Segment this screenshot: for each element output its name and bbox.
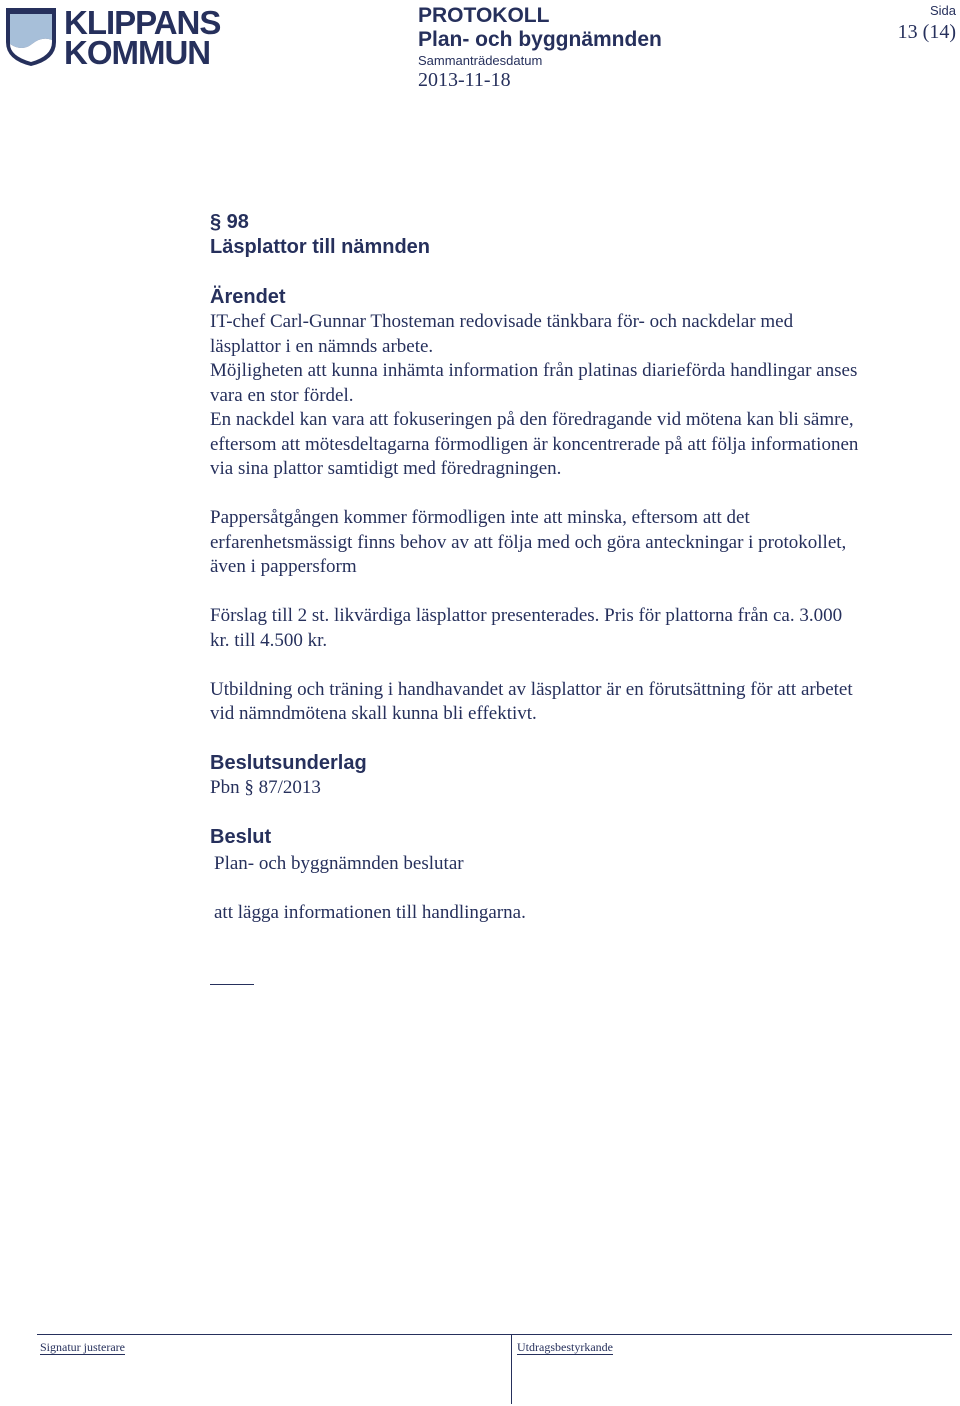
arendet-paragraph-4: Utbildning och träning i handhavandet av läsplattor är en förutsättning för att arbetet vid nämndmötena skall kunna bli effektivt. — [210, 678, 853, 724]
beslut-intro: Plan- och byggnämnden beslutar — [214, 853, 464, 874]
utdragsbestyrkande-label: Utdragsbestyrkande — [517, 1340, 613, 1354]
arendet-paragraph-2: Pappersåtgången kommer förmodligen inte att minska, eftersom att det erfarenhetsmässigt finns behov av att följa med och göra anteckningar i protokollet, även i pappersform — [210, 507, 847, 577]
beslut-heading: Beslut — [210, 826, 272, 848]
meeting-date: 2013-11-18 — [418, 69, 511, 91]
beslutsunderlag-heading: Beslutsunderlag — [210, 752, 367, 774]
arendet-heading: Ärendet — [210, 286, 286, 308]
logo-text-klippans: KLIPPANS — [64, 4, 221, 41]
footer-divider — [511, 1334, 512, 1404]
protocol-section — [210, 210, 945, 926]
signature-justerare-label: Signatur justerare — [40, 1340, 125, 1354]
committee-name: Plan- och byggnämnden — [418, 28, 662, 51]
section-end-line — [210, 984, 254, 985]
page-label: Sida — [929, 3, 956, 18]
logo-emblem-icon — [2, 2, 62, 68]
arendet-paragraph-3: Förslag till 2 st. likvärdiga läsplattor presenterades. Pris för plattorna från ca. 3.000 kr. till 4.500 kr. — [210, 605, 843, 651]
document-type: PROTOKOLL — [418, 4, 550, 27]
beslut-decision: att lägga informationen till handlingarna. — [214, 902, 526, 923]
arendet-paragraph-1: IT-chef Carl-Gunnar Thosteman redovisade tänkbara för- och nackdelar med läsplattor i en nämnds arbete. Möjligheten att kunna inhämta information från platinas diarieförda handlingar anses vara en stor fördel. En nackdel kan vara att fokuseringen på den föredragande vid mötena kan bli sämre, eftersom att mötesdeltagarna förmodligen är koncentrerade på att följa informationen via sina plattor samtidigt med föredragningen. — [210, 311, 859, 479]
page-number: 13 (14) — [897, 21, 956, 43]
logo-text-kommun: KOMMUN — [64, 34, 211, 71]
date-label: Sammanträdesdatum — [418, 53, 543, 68]
footer-rule — [37, 1334, 952, 1335]
section-title: Läsplattor till nämnden — [210, 236, 431, 258]
beslutsunderlag-text: Pbn § 87/2013 — [210, 777, 321, 798]
section-number: § 98 — [210, 211, 249, 233]
municipality-logo — [2, 2, 221, 71]
